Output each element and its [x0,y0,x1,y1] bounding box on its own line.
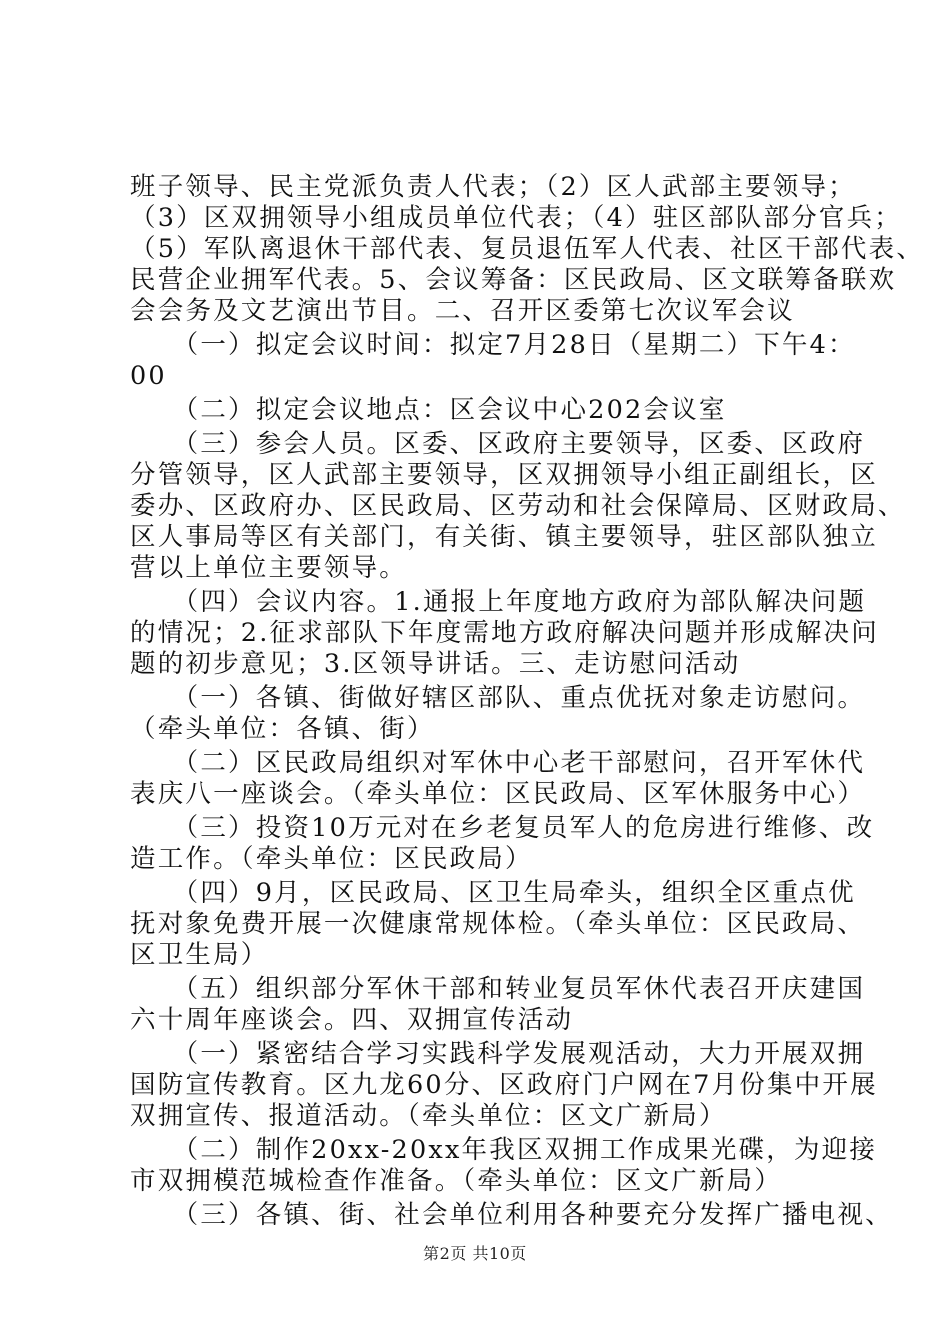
text-line: 抚对象免费开展一次健康常规体检。（牵头单位：区民政局、 [130,909,866,939]
text-line: 委办、区政府办、区民政局、区劳动和社会保障局、区财政局、 [130,491,906,521]
text-line: （一）拟定会议时间：拟定7月28日（星期二）下午4： [130,330,856,360]
text-line: 班子领导、民主党派负责人代表；（2）区人武部主要领导； [130,172,856,202]
text-line: 00 [130,361,167,391]
text-line: （3）区双拥领导小组成员单位代表；（4）驻区部队部分官兵； [130,203,902,233]
text-line: 分管领导，区人武部主要领导，区双拥领导小组正副组长，区 [130,460,878,490]
text-line: 市双拥模范城检查作准备。（牵头单位：区文广新局） [130,1166,783,1196]
text-line: （二）区民政局组织对军休中心老干部慰问，召开军休代 [130,748,866,778]
text-line: （二）拟定会议地点：区会议中心202会议室 [130,395,727,425]
document-body [130,172,925,1231]
text-line: （牵头单位：各镇、街） [130,714,435,744]
text-line: （五）组织部分军休干部和转业复员军休代表召开庆建国 [130,974,866,1004]
text-line: 双拥宣传、报道活动。（牵头单位：区文广新局） [130,1101,727,1131]
text-line: 六十周年座谈会。四、双拥宣传活动 [130,1005,574,1035]
text-line: 造工作。（牵头单位：区民政局） [130,844,533,874]
text-line: 国防宣传教育。区九龙60分、区政府门户网在7月份集中开展 [130,1070,878,1100]
text-line: 的情况；2.征求部队下年度需地方政府解决问题并形成解决问 [130,618,879,648]
text-line: （三）投资10万元对在乡老复员军人的危房进行维修、改 [130,813,875,843]
text-line: 会会务及文艺演出节目。二、召开区委第七次议军会议 [130,296,795,326]
text-line: （5）军队离退休干部代表、复员退伍军人代表、社区干部代表、 [130,234,925,264]
text-line: （四）9月，区民政局、区卫生局牵头，组织全区重点优 [130,878,856,908]
text-line: （一）紧密结合学习实践科学发展观活动，大力开展双拥 [130,1039,866,1069]
text-line: 区人事局等区有关部门，有关街、镇主要领导，驻区部队独立 [130,522,878,552]
text-line: 民营企业拥军代表。5、会议筹备：区民政局、区文联筹备联欢 [130,265,897,295]
text-line: （三）参会人员。区委、区政府主要领导，区委、区政府 [130,429,866,459]
text-line: 营以上单位主要领导。 [130,553,408,583]
text-line: （四）会议内容。1.通报上年度地方政府为部队解决问题 [130,587,867,617]
text-line: 题的初步意见；3.区领导讲话。三、走访慰问活动 [130,649,741,679]
text-line: （三）各镇、街、社会单位利用各种要充分发挥广播电视、 [130,1200,893,1230]
text-line: （二）制作20xx-20xx年我区双拥工作成果光碟，为迎接 [130,1135,878,1165]
text-line: （一）各镇、街做好辖区部队、重点优抚对象走访慰问。 [130,683,866,713]
text-line: 区卫生局） [130,940,269,970]
text-line: 表庆八一座谈会。（牵头单位：区民政局、区军休服务中心） [130,779,866,809]
page-number-footer: 第2页 共10页 [423,1244,527,1263]
